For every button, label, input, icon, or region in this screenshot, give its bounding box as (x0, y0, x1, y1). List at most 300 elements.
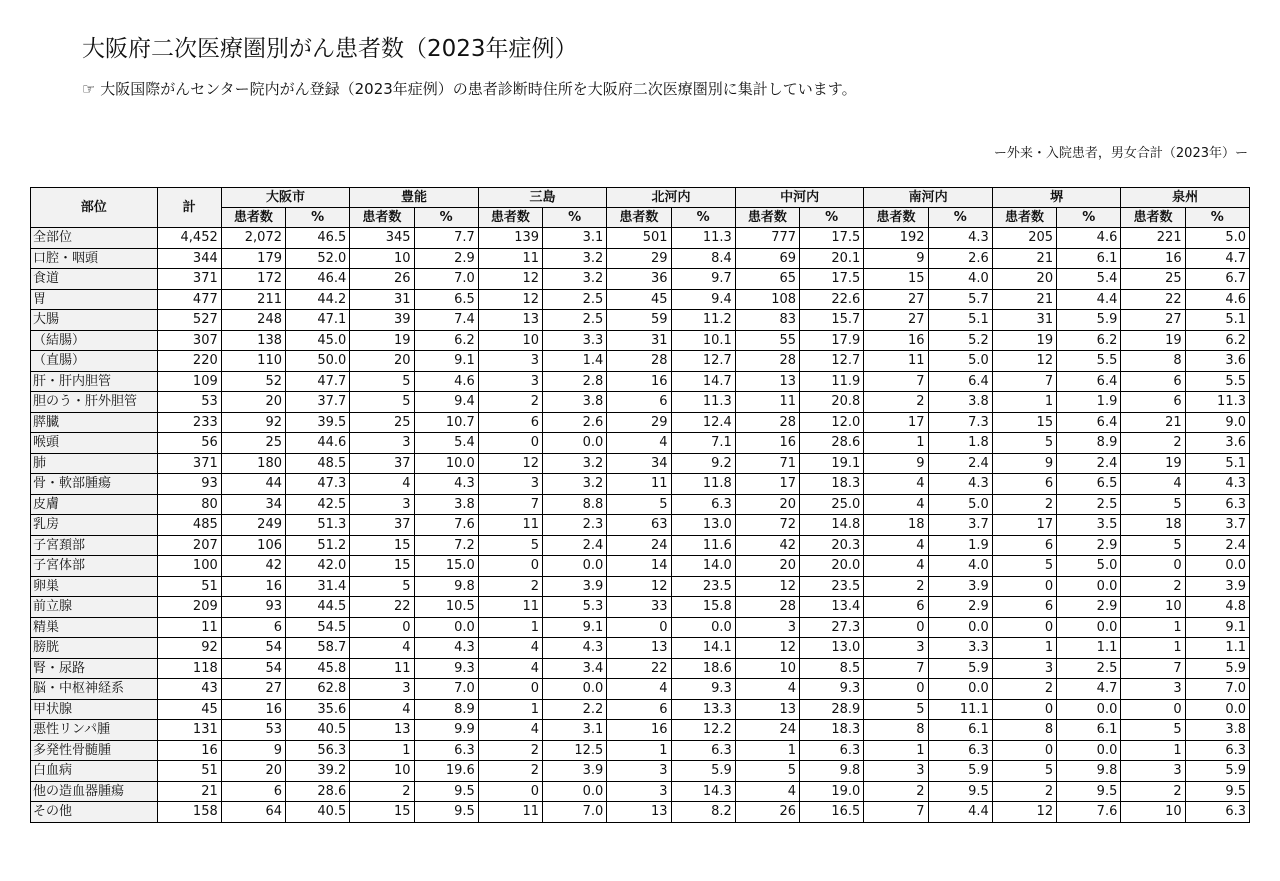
count-cell: 11 (478, 597, 542, 618)
count-cell: 11 (478, 515, 542, 536)
count-cell: 205 (992, 228, 1056, 249)
percent-cell: 10.0 (414, 453, 478, 474)
percent-cell: 12.4 (671, 412, 735, 433)
percent-cell: 2.4 (928, 453, 992, 474)
header-count: 患者数 (1121, 208, 1185, 228)
count-cell: 17 (735, 474, 799, 495)
percent-cell: 4.7 (1057, 679, 1121, 700)
percent-cell: 27.3 (800, 617, 864, 638)
count-cell: 0 (864, 679, 928, 700)
percent-cell: 3.9 (928, 576, 992, 597)
percent-cell: 5.0 (928, 494, 992, 515)
percent-cell: 47.1 (286, 310, 350, 331)
count-cell: 2 (478, 576, 542, 597)
count-cell: 7 (478, 494, 542, 515)
percent-cell: 4.4 (1057, 289, 1121, 310)
total-cell: 527 (157, 310, 221, 331)
count-cell: 9 (864, 248, 928, 269)
count-cell: 3 (478, 351, 542, 372)
percent-cell: 1.9 (928, 535, 992, 556)
count-cell: 5 (607, 494, 671, 515)
percent-cell: 9.5 (928, 781, 992, 802)
count-cell: 139 (478, 228, 542, 249)
count-cell: 0 (1121, 699, 1185, 720)
count-cell: 3 (607, 781, 671, 802)
count-cell: 4 (478, 658, 542, 679)
percent-cell: 6.4 (928, 371, 992, 392)
percent-cell: 9.0 (1185, 412, 1249, 433)
count-cell: 1 (992, 638, 1056, 659)
percent-cell: 1.1 (1185, 638, 1249, 659)
count-cell: 5 (1121, 535, 1185, 556)
count-cell: 1 (992, 392, 1056, 413)
count-cell: 6 (607, 392, 671, 413)
percent-cell: 9.8 (800, 761, 864, 782)
site-cell: 腎・尿路 (31, 658, 158, 679)
count-cell: 31 (607, 330, 671, 351)
percent-cell: 9.5 (414, 781, 478, 802)
count-cell: 24 (607, 535, 671, 556)
percent-cell: 0.0 (1057, 740, 1121, 761)
count-cell: 18 (1121, 515, 1185, 536)
count-cell: 15 (992, 412, 1056, 433)
percent-cell: 42.5 (286, 494, 350, 515)
total-cell: 477 (157, 289, 221, 310)
percent-cell: 6.2 (414, 330, 478, 351)
table-row (31, 392, 1250, 413)
percent-cell: 2.4 (1185, 535, 1249, 556)
percent-cell: 17.5 (800, 228, 864, 249)
percent-cell: 9.1 (543, 617, 607, 638)
count-cell: 15 (350, 802, 414, 823)
percent-cell: 5.9 (1185, 761, 1249, 782)
count-cell: 7 (864, 658, 928, 679)
percent-cell: 45.8 (286, 658, 350, 679)
percent-cell: 40.5 (286, 802, 350, 823)
count-cell: 6 (221, 617, 285, 638)
percent-cell: 17.9 (800, 330, 864, 351)
count-cell: 4 (350, 474, 414, 495)
percent-cell: 9.4 (671, 289, 735, 310)
header-pct: % (1057, 208, 1121, 228)
count-cell: 2 (1121, 433, 1185, 454)
percent-cell: 7.4 (414, 310, 478, 331)
header-region: 堺 (992, 188, 1121, 208)
count-cell: 1 (1121, 638, 1185, 659)
site-cell: 他の造血器腫瘍 (31, 781, 158, 802)
percent-cell: 19.1 (800, 453, 864, 474)
header-pct: % (286, 208, 350, 228)
count-cell: 45 (607, 289, 671, 310)
count-cell: 4 (864, 535, 928, 556)
count-cell: 93 (221, 597, 285, 618)
percent-cell: 5.3 (543, 597, 607, 618)
percent-cell: 22.6 (800, 289, 864, 310)
count-cell: 12 (478, 453, 542, 474)
count-cell: 27 (864, 310, 928, 331)
table-row (31, 535, 1250, 556)
percent-cell: 18.3 (800, 474, 864, 495)
percent-cell: 47.3 (286, 474, 350, 495)
percent-cell: 2.9 (414, 248, 478, 269)
count-cell: 2 (864, 781, 928, 802)
count-cell: 6 (1121, 371, 1185, 392)
percent-cell: 0.0 (928, 679, 992, 700)
header-region: 南河内 (864, 188, 993, 208)
percent-cell: 56.3 (286, 740, 350, 761)
count-cell: 1 (864, 740, 928, 761)
percent-cell: 5.2 (928, 330, 992, 351)
count-cell: 12 (992, 802, 1056, 823)
count-cell: 5 (350, 392, 414, 413)
count-cell: 13 (735, 371, 799, 392)
count-cell: 92 (221, 412, 285, 433)
count-cell: 0 (607, 617, 671, 638)
percent-cell: 6.3 (1185, 802, 1249, 823)
count-cell: 1 (478, 699, 542, 720)
count-cell: 0 (478, 433, 542, 454)
percent-cell: 5.9 (671, 761, 735, 782)
count-cell: 11 (478, 802, 542, 823)
percent-cell: 3.9 (543, 761, 607, 782)
count-cell: 0 (992, 576, 1056, 597)
percent-cell: 50.0 (286, 351, 350, 372)
percent-cell: 8.9 (1057, 433, 1121, 454)
percent-cell: 54.5 (286, 617, 350, 638)
count-cell: 16 (221, 699, 285, 720)
percent-cell: 11.2 (671, 310, 735, 331)
total-cell: 100 (157, 556, 221, 577)
count-cell: 5 (350, 371, 414, 392)
count-cell: 31 (992, 310, 1056, 331)
table-row (31, 371, 1250, 392)
percent-cell: 3.1 (543, 228, 607, 249)
percent-cell: 4.3 (928, 474, 992, 495)
total-cell: 220 (157, 351, 221, 372)
total-cell: 51 (157, 761, 221, 782)
table-row (31, 494, 1250, 515)
count-cell: 6 (864, 597, 928, 618)
count-cell: 20 (221, 392, 285, 413)
percent-cell: 9.3 (414, 658, 478, 679)
table-row (31, 597, 1250, 618)
count-cell: 36 (607, 269, 671, 290)
count-cell: 13 (607, 802, 671, 823)
count-cell: 1 (607, 740, 671, 761)
count-cell: 4 (350, 638, 414, 659)
site-cell: 口腔・咽頭 (31, 248, 158, 269)
site-cell: 喉頭 (31, 433, 158, 454)
count-cell: 20 (735, 556, 799, 577)
count-cell: 106 (221, 535, 285, 556)
count-cell: 3 (735, 617, 799, 638)
count-cell: 83 (735, 310, 799, 331)
percent-cell: 6.3 (800, 740, 864, 761)
count-cell: 15 (350, 535, 414, 556)
percent-cell: 45.0 (286, 330, 350, 351)
count-cell: 2 (350, 781, 414, 802)
percent-cell: 6.2 (1057, 330, 1121, 351)
count-cell: 71 (735, 453, 799, 474)
percent-cell: 2.9 (1057, 597, 1121, 618)
percent-cell: 11.8 (671, 474, 735, 495)
percent-cell: 3.2 (543, 453, 607, 474)
percent-cell: 5.5 (1057, 351, 1121, 372)
count-cell: 17 (992, 515, 1056, 536)
count-cell: 0 (992, 617, 1056, 638)
total-cell: 51 (157, 576, 221, 597)
percent-cell: 4.8 (1185, 597, 1249, 618)
total-cell: 92 (157, 638, 221, 659)
table-row (31, 720, 1250, 741)
count-cell: 37 (350, 453, 414, 474)
percent-cell: 9.4 (414, 392, 478, 413)
header-region: 中河内 (735, 188, 864, 208)
percent-cell: 9.3 (671, 679, 735, 700)
percent-cell: 6.1 (1057, 248, 1121, 269)
header-region: 三島 (478, 188, 607, 208)
percent-cell: 31.4 (286, 576, 350, 597)
count-cell: 69 (735, 248, 799, 269)
site-cell: 胆のう・肝外胆管 (31, 392, 158, 413)
site-cell: 大腸 (31, 310, 158, 331)
header-pct: % (800, 208, 864, 228)
count-cell: 17 (864, 412, 928, 433)
table-row (31, 679, 1250, 700)
percent-cell: 15.8 (671, 597, 735, 618)
header-pct: % (671, 208, 735, 228)
count-cell: 10 (350, 248, 414, 269)
count-cell: 54 (221, 658, 285, 679)
site-cell: 肝・肝内胆管 (31, 371, 158, 392)
site-cell: 精巣 (31, 617, 158, 638)
count-cell: 3 (864, 638, 928, 659)
count-cell: 180 (221, 453, 285, 474)
count-cell: 1 (1121, 740, 1185, 761)
count-cell: 5 (478, 535, 542, 556)
count-cell: 54 (221, 638, 285, 659)
percent-cell: 0.0 (1185, 556, 1249, 577)
percent-cell: 3.9 (543, 576, 607, 597)
percent-cell: 4.3 (414, 638, 478, 659)
count-cell: 15 (864, 269, 928, 290)
percent-cell: 19.0 (800, 781, 864, 802)
count-cell: 19 (350, 330, 414, 351)
percent-cell: 5.5 (1185, 371, 1249, 392)
percent-cell: 7.1 (671, 433, 735, 454)
percent-cell: 6.7 (1185, 269, 1249, 290)
count-cell: 13 (735, 699, 799, 720)
table-row (31, 576, 1250, 597)
table-row (31, 802, 1250, 823)
count-cell: 14 (607, 556, 671, 577)
percent-cell: 11.1 (928, 699, 992, 720)
percent-cell: 8.8 (543, 494, 607, 515)
count-cell: 22 (350, 597, 414, 618)
count-cell: 2 (1121, 781, 1185, 802)
count-cell: 1 (478, 617, 542, 638)
site-cell: 全部位 (31, 228, 158, 249)
count-cell: 22 (1121, 289, 1185, 310)
count-cell: 0 (864, 617, 928, 638)
count-cell: 27 (1121, 310, 1185, 331)
site-cell: 肺 (31, 453, 158, 474)
site-cell: 前立腺 (31, 597, 158, 618)
count-cell: 27 (221, 679, 285, 700)
table-row (31, 761, 1250, 782)
table-row (31, 412, 1250, 433)
count-cell: 2 (864, 392, 928, 413)
percent-cell: 18.6 (671, 658, 735, 679)
percent-cell: 2.9 (1057, 535, 1121, 556)
percent-cell: 12.0 (800, 412, 864, 433)
total-cell: 371 (157, 269, 221, 290)
total-cell: 371 (157, 453, 221, 474)
percent-cell: 3.8 (543, 392, 607, 413)
percent-cell: 3.3 (928, 638, 992, 659)
count-cell: 777 (735, 228, 799, 249)
percent-cell: 12.5 (543, 740, 607, 761)
table-row (31, 228, 1250, 249)
header-pct: % (1185, 208, 1249, 228)
percent-cell: 5.4 (414, 433, 478, 454)
count-cell: 22 (607, 658, 671, 679)
percent-cell: 0.0 (543, 556, 607, 577)
count-cell: 16 (607, 371, 671, 392)
percent-cell: 9.5 (1057, 781, 1121, 802)
total-cell: 233 (157, 412, 221, 433)
site-cell: 悪性リンパ腫 (31, 720, 158, 741)
count-cell: 53 (221, 720, 285, 741)
count-cell: 0 (350, 617, 414, 638)
percent-cell: 28.6 (286, 781, 350, 802)
percent-cell: 3.7 (1185, 515, 1249, 536)
table-row (31, 248, 1250, 269)
count-cell: 2 (478, 761, 542, 782)
percent-cell: 14.7 (671, 371, 735, 392)
percent-cell: 0.0 (543, 679, 607, 700)
count-cell: 3 (478, 371, 542, 392)
table-row (31, 433, 1250, 454)
percent-cell: 3.8 (414, 494, 478, 515)
percent-cell: 51.2 (286, 535, 350, 556)
total-cell: 53 (157, 392, 221, 413)
count-cell: 3 (350, 433, 414, 454)
percent-cell: 20.1 (800, 248, 864, 269)
count-cell: 55 (735, 330, 799, 351)
count-cell: 6 (992, 535, 1056, 556)
count-cell: 24 (735, 720, 799, 741)
count-cell: 15 (350, 556, 414, 577)
count-cell: 25 (1121, 269, 1185, 290)
percent-cell: 4.6 (1057, 228, 1121, 249)
percent-cell: 3.2 (543, 248, 607, 269)
percent-cell: 1.1 (1057, 638, 1121, 659)
count-cell: 11 (350, 658, 414, 679)
table-row (31, 699, 1250, 720)
count-cell: 65 (735, 269, 799, 290)
percent-cell: 8.5 (800, 658, 864, 679)
percent-cell: 8.2 (671, 802, 735, 823)
count-cell: 52 (221, 371, 285, 392)
percent-cell: 6.1 (1057, 720, 1121, 741)
count-cell: 12 (478, 289, 542, 310)
total-cell: 80 (157, 494, 221, 515)
count-cell: 4 (864, 474, 928, 495)
percent-cell: 47.7 (286, 371, 350, 392)
count-cell: 0 (478, 679, 542, 700)
percent-cell: 11.3 (671, 228, 735, 249)
percent-cell: 48.5 (286, 453, 350, 474)
total-cell: 43 (157, 679, 221, 700)
percent-cell: 7.0 (1185, 679, 1249, 700)
count-cell: 179 (221, 248, 285, 269)
header-count: 患者数 (350, 208, 414, 228)
count-cell: 21 (992, 248, 1056, 269)
count-cell: 42 (735, 535, 799, 556)
count-cell: 6 (607, 699, 671, 720)
percent-cell: 5.9 (1185, 658, 1249, 679)
percent-cell: 4.3 (414, 474, 478, 495)
header-count: 患者数 (735, 208, 799, 228)
count-cell: 0 (1121, 556, 1185, 577)
percent-cell: 5.9 (928, 658, 992, 679)
percent-cell: 20.8 (800, 392, 864, 413)
percent-cell: 46.5 (286, 228, 350, 249)
percent-cell: 4.0 (928, 556, 992, 577)
count-cell: 7 (864, 371, 928, 392)
total-cell: 11 (157, 617, 221, 638)
percent-cell: 6.3 (1185, 740, 1249, 761)
count-cell: 2 (992, 679, 1056, 700)
count-cell: 26 (350, 269, 414, 290)
percent-cell: 13.4 (800, 597, 864, 618)
page-title: 大阪府二次医療圏別がん患者数（2023年症例） (82, 36, 578, 62)
header-region: 豊能 (350, 188, 479, 208)
percent-cell: 13.0 (671, 515, 735, 536)
site-cell: 白血病 (31, 761, 158, 782)
table-body (31, 228, 1250, 823)
percent-cell: 8.9 (414, 699, 478, 720)
percent-cell: 3.2 (543, 474, 607, 495)
count-cell: 0 (478, 781, 542, 802)
count-cell: 4 (735, 679, 799, 700)
percent-cell: 4.0 (928, 269, 992, 290)
percent-cell: 2.4 (1057, 453, 1121, 474)
count-cell: 192 (864, 228, 928, 249)
percent-cell: 23.5 (671, 576, 735, 597)
percent-cell: 14.0 (671, 556, 735, 577)
site-cell: 多発性骨髄腫 (31, 740, 158, 761)
percent-cell: 44.5 (286, 597, 350, 618)
percent-cell: 2.2 (543, 699, 607, 720)
count-cell: 5 (992, 556, 1056, 577)
percent-cell: 19.6 (414, 761, 478, 782)
count-cell: 0 (478, 556, 542, 577)
percent-cell: 2.3 (543, 515, 607, 536)
percent-cell: 5.1 (928, 310, 992, 331)
percent-cell: 3.9 (1185, 576, 1249, 597)
count-cell: 31 (350, 289, 414, 310)
percent-cell: 14.3 (671, 781, 735, 802)
count-cell: 13 (607, 638, 671, 659)
total-cell: 207 (157, 535, 221, 556)
count-cell: 5 (864, 699, 928, 720)
count-cell: 2 (478, 740, 542, 761)
count-cell: 248 (221, 310, 285, 331)
count-cell: 11 (735, 392, 799, 413)
percent-cell: 6.2 (1185, 330, 1249, 351)
